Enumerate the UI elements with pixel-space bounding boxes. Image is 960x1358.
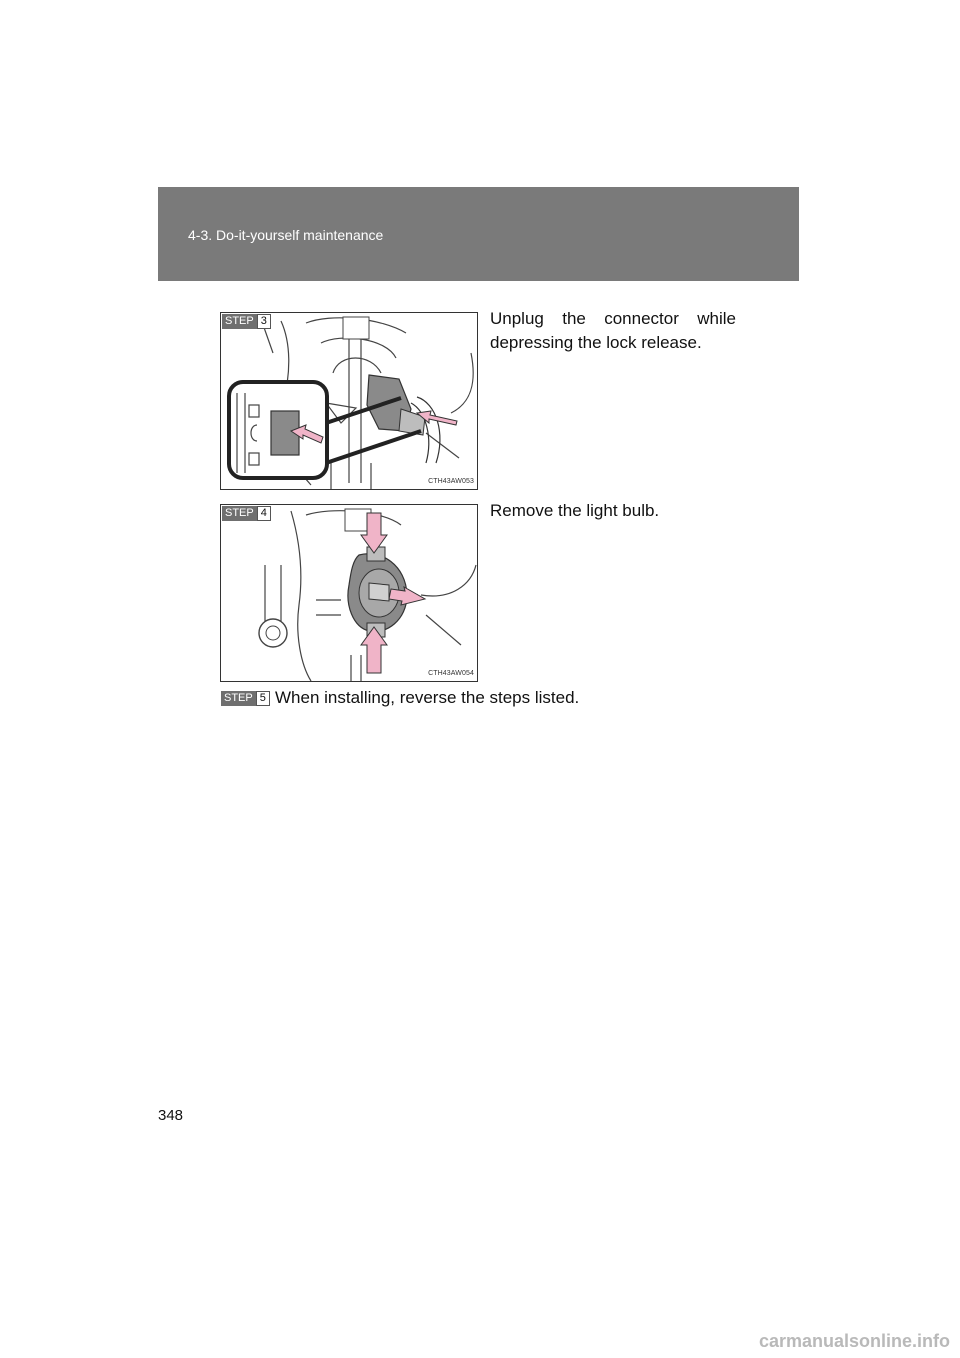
step-word: STEP <box>222 506 257 521</box>
bulb-removal-illustration <box>221 505 477 681</box>
step-3-figure <box>220 312 478 490</box>
step-4-text: Remove the light bulb. <box>490 501 660 520</box>
section-header <box>158 187 799 281</box>
section-title: 4-3. Do-it-yourself maintenance <box>188 227 384 243</box>
step-number: 3 <box>257 314 271 329</box>
step-3-text: Unplug the connector while depressing the lock release. <box>490 309 736 352</box>
step-3-badge <box>222 314 271 329</box>
step-4-figure <box>220 504 478 682</box>
figure-code: CTH43AW054 <box>428 670 474 677</box>
connector-illustration <box>221 313 477 489</box>
step-number: 5 <box>256 691 270 706</box>
step-4-badge <box>222 506 271 521</box>
step-number: 4 <box>257 506 271 521</box>
watermark-logo: carmanualsonline.info <box>758 1331 950 1351</box>
page-number: 348 <box>158 1107 184 1124</box>
figure-code: CTH43AW053 <box>428 478 474 485</box>
step-5-text: When installing, reverse the steps listed. <box>275 688 580 707</box>
step-word: STEP <box>222 314 257 329</box>
step-word: STEP <box>221 691 256 706</box>
step-5-badge <box>221 691 270 706</box>
